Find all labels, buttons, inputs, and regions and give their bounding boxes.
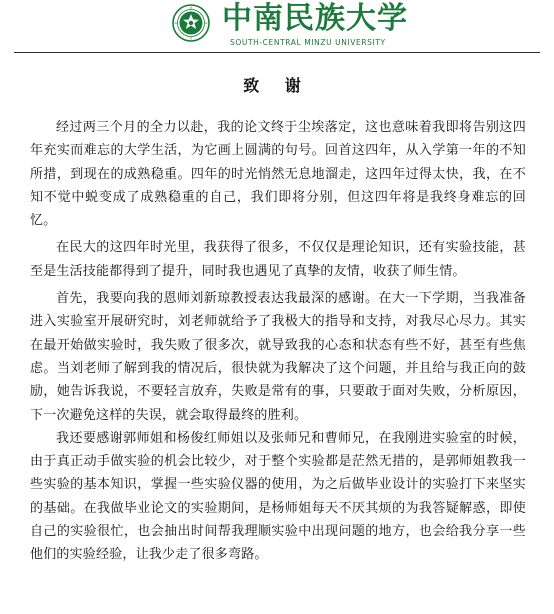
paragraph-1: 经过两三个月的全力以赴，我的论文终于尘埃落定，这也意味着我即将告别这四年充实而难忘的大学生活，为它画上圆满的句号。回首这四年，从入学第一年的不知所措，到现在的成熟稳重。四年的时光悄然无息地溜走，这四年过得太快，我，在不知不觉中蜕变成了成熟稳重的自己，我们即将分别，但这四年将是我终身难忘的回忆。 xyxy=(30,120,526,229)
paragraph-4: 我还要感谢郭师姐和杨俊红师姐以及张师兄和曹师兄，在我刚进实验室的时候，由于真正动手做实验的机会比较少，对于整个实验都是茫然无措的，是郭师姐教我一些实验的基本知识，掌握一些实验仪器的使用，为之后做毕业设计的实验打下来坚实的基础。在我做毕业论文的实验期间，是杨师姐每天不厌其烦的为我答疑解惑，即使自己的实验很忙，也会抽出时间帮我理顺实验中出现问题的地方，也会给我分享一些他们的实验经验，让我少走了很多弯路。 xyxy=(30,430,526,563)
paragraph-3: 首先，我要向我的恩师刘新琼教授表达我最深的感谢。在大一下学期，当我准备进入实验室开展研究时，刘老师就给予了我极大的指导和支持，对我尽心尽力。其实在最开始做实验时，我失败了很多次，就导致我的心态和状态有些不好，甚至有些焦虑。当刘老师了解到我的情况后，很快就为我解决了这个问题，并且给与我正向的鼓励，她告诉我说，不要轻言放弃，失败是常有的事，只要敢于面对失败，分析原因，下一次避免这样的失误，就会取得最终的胜利。 xyxy=(30,291,526,423)
university-seal-icon xyxy=(172,4,210,42)
university-name-cn: 中南民族大学 xyxy=(222,1,408,36)
page-title: 致 谢 xyxy=(243,76,311,95)
header-divider xyxy=(14,52,540,53)
acknowledgement-body xyxy=(30,116,526,567)
university-name-en: SOUTH-CENTRAL MINZU UNIVERSITY xyxy=(230,38,386,47)
paragraph-2: 在民大的这四年时光里，我获得了很多，不仅仅是理论知识，还有实验技能，甚至是生活技能都得到了提升，同时我也遇见了真挚的友情，收获了师生情。 xyxy=(30,240,526,279)
page-header xyxy=(0,0,554,56)
university-logo xyxy=(172,4,210,42)
